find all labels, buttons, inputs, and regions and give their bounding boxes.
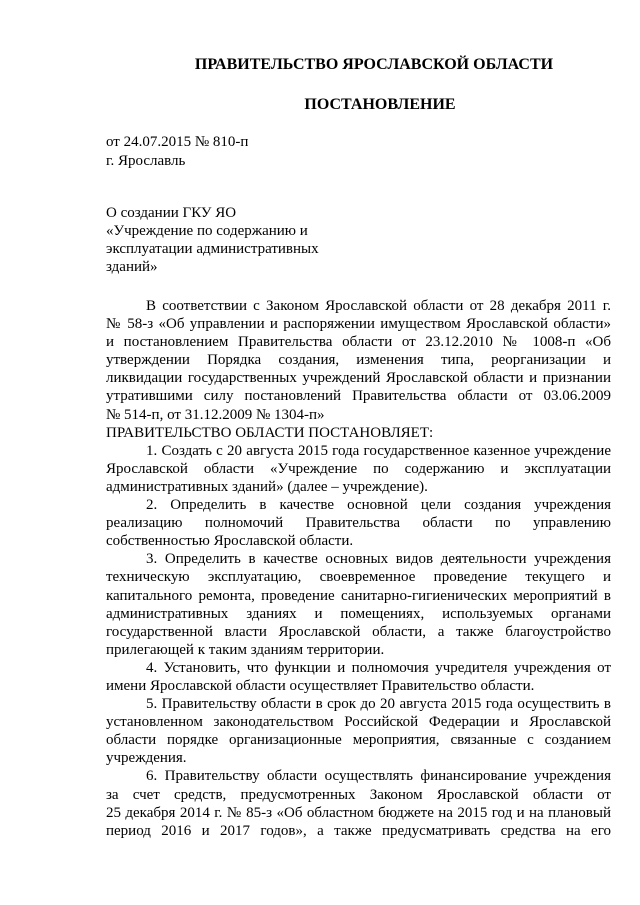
government-title: ПРАВИТЕЛЬСТВО ЯРОСЛАВСКОЙ ОБЛАСТИ — [194, 56, 554, 73]
body-line: области порядке организационные мероприятия, связанные с созданием — [106, 732, 611, 749]
document-body — [106, 297, 611, 840]
body-line: утверждении Порядка создания, изменения типа, реорганизации и — [106, 352, 611, 369]
body-line: установленном законодательством Российской Федерации и Ярославской — [106, 714, 611, 731]
body-line: 4. Установить, что функции и полномочия учредителя учреждения от — [146, 659, 611, 676]
document-type-title: ПОСТАНОВЛЕНИЕ — [304, 96, 456, 113]
body-line: 5. Правительству области в срок до 20 августа 2015 года осуществить в — [146, 696, 611, 713]
body-line: техническую эксплуатацию, своевременное проведение текущего и — [106, 569, 611, 586]
body-line: 25 декабря 2014 г. № 85-з «Об областном бюджете на 2015 год и на плановый — [106, 804, 611, 821]
document-subject — [106, 204, 356, 276]
body-line: утратившими силу постановлений Правительства области от 03.06.2009 — [106, 388, 611, 405]
subject-line: О создании ГКУ ЯО — [106, 205, 237, 221]
document-meta — [106, 133, 248, 171]
body-line: за счет средств, предусмотренных Законом Ярославской области от — [106, 786, 611, 803]
subject-line: зданий» — [106, 259, 158, 275]
body-line: государственной власти Ярославской области, а также благоустройство — [106, 623, 611, 640]
body-line: учреждения. — [106, 750, 187, 767]
subject-line: эксплуатации административных — [106, 241, 319, 257]
body-line: административных зданиях и помещениях, используемых органами — [106, 605, 611, 622]
body-line: В соответствии с Законом Ярославской области от 28 декабря 2011 г. — [146, 298, 611, 314]
body-line: прилегающей к таким зданиям территории. — [106, 641, 385, 658]
body-line: 3. Определить в качестве основных видов деятельности учреждения — [146, 551, 611, 568]
body-line: собственностью Ярославской области. — [106, 533, 354, 550]
body-line: административных зданий» (далее – учреждение). — [106, 478, 428, 495]
body-line: 1. Создать с 20 августа 2015 года государственное казенное учреждение — [146, 442, 611, 459]
date-number: от 24.07.2015 № 810-п — [106, 134, 249, 150]
body-line: Ярославской области «Учреждение по содержанию и эксплуатации — [106, 460, 611, 477]
body-line: имени Ярославской области осуществляет Правительство области. — [106, 677, 535, 694]
body-line: № 514-п, от 31.12.2009 № 1304-п» — [106, 406, 325, 423]
body-line: № 58-з «Об управлении и распоряжении имуществом Ярославской области» — [106, 316, 611, 333]
body-line: реализацию полномочий Правительства области по управлению — [106, 515, 611, 532]
body-line: 6. Правительству области осуществлять финансирование учреждения — [146, 768, 611, 785]
body-line: 2. Определить в качестве основной цели создания учреждения — [146, 497, 611, 514]
body-line: период 2016 и 2017 годов», а также предусматривать средства на его — [106, 822, 611, 839]
city: г. Ярославль — [106, 153, 186, 169]
body-line: и постановлением Правительства области от 23.12.2010 № 1008-п «Об — [106, 334, 611, 351]
subject-line: «Учреждение по содержанию и — [106, 223, 308, 239]
body-line: капитального ремонта, проведение санитарно-гигиенических мероприятий в — [106, 587, 611, 604]
body-line: ПРАВИТЕЛЬСТВО ОБЛАСТИ ПОСТАНОВЛЯЕТ: — [106, 424, 434, 441]
body-line: ликвидации государственных учреждений Ярославской области и признании — [106, 370, 611, 387]
